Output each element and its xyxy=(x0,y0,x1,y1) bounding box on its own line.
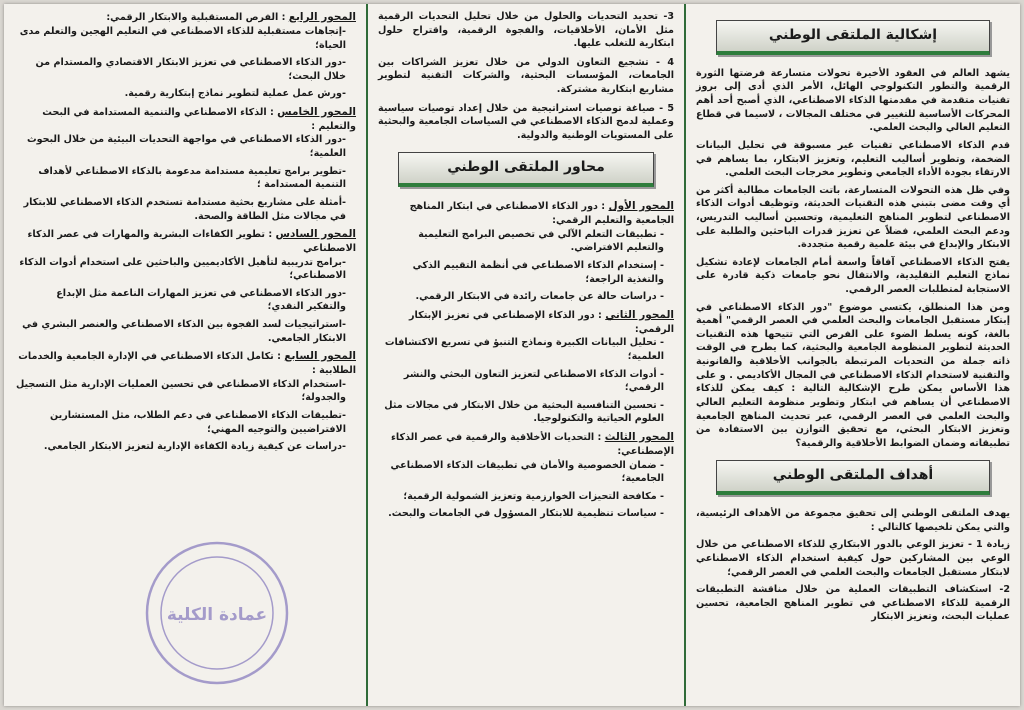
list-item: -دور الذكاء الاصطناعي في تعزيز المهارات الناعمة مثل الإبداع والتفكير النقدي؛ xyxy=(56,287,346,313)
goals-intro: يهدف الملتقى الوطني إلى تحقيق مجموعة من الأهداف الرئيسية، والتي يمكن تلخيصها كالتالي : xyxy=(696,508,1010,533)
list-item: -استراتيجيات لسد الفجوة بين الذكاء الاصطناعي والعنصر البشري في الابتكار الجامعي. xyxy=(22,319,346,344)
goal-item-4: 4 - تشجيع التعاون الدولي من خلال تعزيز الشراكات بين الجامعات، المؤسسات البحثية، والشركات التقنية لتطوير مشاريع ابتكارية مشتركة. xyxy=(378,56,674,96)
goal-item-3: 3- تحديد التحديات والحلول من خلال تحليل التحديات الرقمية مثل الأمان، الأخلاقيات، والفجوة الرقمية، واقتراح حلول ابتكارية للتغلب عليها. xyxy=(378,11,674,50)
axis-2-subtitle: : دور الذكاء الإصطناعي في تعزيز الإبتكار الرقمي: xyxy=(409,309,674,335)
axis-6-subtitle: : تطوير الكفاءات البشرية والمهارات في عصر الذكاء الاصطناعي xyxy=(27,229,356,255)
axis-7-subtitle: : تكامل الذكاء الاصطناعي في الإدارة الجامعية والخدمات الطلابية : xyxy=(18,351,356,377)
faculty-stamp xyxy=(142,538,292,688)
list-item: -تطوير برامج تعليمية مستدامة مدعومة بالذكاء الاصطناعي لأهداف التنمية المستدامة ؛ xyxy=(38,165,346,191)
axis-2-title: المحور الثاني xyxy=(605,308,674,321)
goal-item-5: 5 - صياغة توصيات استراتيجية من خلال إعداد توصيات سياسية وعملية لدمج الذكاء الاصطناعي في السياسات الجامعية والبحثية على المستويات الوطنية والدولية. xyxy=(378,102,674,141)
axis-4-subtitle: : الفرص المستقبلية والابتكار الرقمي: xyxy=(106,12,286,23)
axis-4-title: المحور الرابع xyxy=(288,11,356,23)
list-item: - دراسات حالة عن جامعات رائدة في الابتكار الرقمي. xyxy=(415,291,664,303)
axis-3 xyxy=(378,430,674,521)
axis-1-subtitle: : دور الذكاء الاصطناعي في ابتكار المناهج الجامعية والتعليم الرقمي: xyxy=(409,201,674,227)
list-item: - مكافحة التحيزات الخوارزمية وتعزيز الشمولية الرقمية؛ xyxy=(403,490,664,502)
heading-axes: محاور الملتقى الوطني xyxy=(398,152,654,187)
list-item: -أمثلة على مشاريع بحثية مستدامة تستخدم الذكاء الاصطناعي للابتكار في مجالات مثل الطاقة والصحة. xyxy=(23,196,346,222)
problem-paragraph-2: قدم الذكاء الاصطناعي تقنيات غير مسبوقة في تحليل البيانات الضخمة، وتطوير أساليب التعليم، وتعزيز الابتكار، بما يساهم في الارتقاء بجودة الأداء الجامعي وتطوير مخرجات البحث العلمي. xyxy=(696,139,1010,179)
list-item: -دور الذكاء الاصطناعي في تعزيز الابتكار الاقتصادي والمستدام من خلال البحث؛ xyxy=(35,57,346,82)
stamp-text: عمادة الكلية xyxy=(166,605,268,625)
axis-3-title: المحور الثالث xyxy=(604,431,674,444)
list-item: -استخدام الذكاء الاصطناعي في تحسين العمليات الإدارية مثل التسجيل والجدولة؛ xyxy=(15,378,346,404)
problem-paragraph-4: يفتح الذكاء الاصطناعي آفاقاً واسعة أمام الجامعات لإعادة تشكيل نماذج التعليم التقليدية، والانتقال نحو جامعات ذكية قادرة على الاستجابة لمتطلبات العصر الرقمي. xyxy=(696,256,1010,296)
problem-paragraph-1: يشهد العالم في العقود الأخيرة تحولات متسارعة فرضتها الثورة الرقمية والتطور التكنولوجي الهائل، الأمر الذي أدى إلى بروز تقنيات متقدمة في مقدمتها الذكاء الاصطناعي، الذي أصبح أحد أهم المحركات الأساسية للتغيير في مختلف المجالات ، لاسيما في قطاع التعليم العالي والبحث العلمي. xyxy=(696,67,1010,134)
list-item: - سياسات تنظيمية للابتكار المسؤول في الجامعات والبحث. xyxy=(388,508,664,520)
heading-goals: أهداف الملتقى الوطني xyxy=(716,460,990,495)
axis-5-subtitle: : الذكاء الاصطناعي والتنمية المستدامة في البحث والتعليم : xyxy=(42,106,356,132)
heading-problem: إشكالية الملتقى الوطني xyxy=(716,20,990,55)
list-item: -إتجاهات مستقبلية للذكاء الاصطناعي في التعليم الهجين والتعلم مدى الحياة؛ xyxy=(19,25,346,51)
problem-paragraph-5: ومن هذا المنطلق، يكتسي موضوع "دور الذكاء الاصطناعي في إبتكار مستقبل الجامعات والبحث العلمي في العصر الرقمي" أهمية بالغة، كونه يسلط الضوء على الفرص التي تتيحها هذه التقنيات الحديثة لتطوير المنظومة الجامعية والبحثية، كما يطرح في الوقت ذاته جملة من التحديات المرتبطة بالجوانب الأخلاقية والقانونية والتقنية لاستخدام الذكاء الاصطناعي في المجال الأكاديمي . و على هذا الأساس يمكن طرح الإشكالية التالية : كيف يمكن للذكاء الاصطناعي أن يساهم في ابتكار وتطوير منظومة التعليم العالي والبحث العلمي في العصر الرقمي، عبر تحديث المناهج الجامعية وتعزيز الابتكار البحثي، مع تحقيق التوازن بين الاستفادة من تطبيقاته وضمان الضوابط الأخلاقية والرقمية؟ xyxy=(696,301,1010,449)
column-problem-goals xyxy=(684,4,1020,706)
list-item: -دراسات عن كيفية زيادة الكفاءة الإدارية لتعزيز الابتكار الجامعي. xyxy=(43,441,346,453)
list-item: -دور الذكاء الاصطناعي في مواجهة التحديات البيئية من خلال البحوث العلمية؛ xyxy=(26,134,346,160)
axis-6-title: المحور السادس xyxy=(275,228,356,241)
column-axes-continued xyxy=(4,4,366,706)
problem-paragraph-3: وفي ظل هذه التحولات المتسارعة، باتت الجامعات مطالبة أكثر من أي وقت مضى بتبني هذه التقنيات الحديثة، وتوظيف أدوات الذكاء الاصطناعي لتطوير المناهج التعليمية، وتحسين أساليب التدريس، ودعم البحث العلمي، فضلاً عن تعزيز قدرات الباحثين والطلبة على الابتكار والإبداع في بيئة علمية رقمية متجددة. xyxy=(696,184,1010,251)
axis-7-title: المحور السابع xyxy=(284,350,356,363)
column-goals-axes xyxy=(366,4,684,706)
goal-item-1: زيادة 1 - تعزيز الوعي بالدور الابتكاري للذكاء الاصطناعي من خلال الوعي بين المشاركين حول كيفية استخدام الذكاء الاصطناعي لابتكار مستقبل الجامعات والبحث العلمي في العصر الرقمي؛ xyxy=(696,539,1010,578)
axis-6 xyxy=(14,227,356,345)
axis-1 xyxy=(378,199,674,304)
list-item: - تطبيقات التعلم الآلي في تخصيص البرامج التعليمية والتعليم الافتراضي. xyxy=(418,228,664,254)
list-item: - ضمان الخصوصية والأمان في تطبيقات الذكاء الاصطناعي الجامعية؛ xyxy=(390,459,664,485)
axis-7 xyxy=(14,349,356,454)
list-item: - تحليل البيانات الكبيرة ونماذج التنبؤ في تسريع الاكتشافات العلمية؛ xyxy=(384,337,664,363)
list-item: -ورش عمل عملية لتطوير نماذج إبتكارية رقمية. xyxy=(124,88,346,100)
axis-2 xyxy=(378,308,674,426)
axis-3-subtitle: : التحديات الأخلاقية والرقمية في عصر الذكاء الإصطناعي: xyxy=(391,432,674,457)
list-item: - تحسين التنافسية البحثية من خلال الابتكار في مجالات مثل العلوم الحياتية والتكنولوجيا. xyxy=(384,399,664,425)
brochure-sheet xyxy=(4,4,1020,706)
goal-item-2: 2- استكشاف التطبيقات العملية من خلال مناقشة التطبيقات الرقمية للذكاء الاصطناعي في تطوير المناهج الجامعية، تحسين عمليات البحث، وتعزيز الابتكار xyxy=(696,584,1010,623)
axis-5-title: المحور الخامس xyxy=(277,105,356,118)
list-item: - إستخدام الذكاء الاصطناعي في أنظمة التقييم الذكي والتغذية الراجعة؛ xyxy=(412,260,664,285)
axis-1-title: المحور الأول xyxy=(608,200,674,213)
list-item: -تطبيقات الذكاء الاصطناعي في دعم الطلاب، مثل المستشارين الافتراضيين والتوجيه المهني؛ xyxy=(50,410,346,435)
list-item: -برامج تدريبية لتأهيل الأكاديميين والباحثين على استخدام أدوات الذكاء الاصطناعي؛ xyxy=(19,256,346,282)
axis-5 xyxy=(14,105,356,223)
axis-4 xyxy=(14,10,356,101)
list-item: - أدوات الذكاء الاصطناعي لتعزيز التعاون البحثي والنشر الرقمي؛ xyxy=(403,368,664,394)
